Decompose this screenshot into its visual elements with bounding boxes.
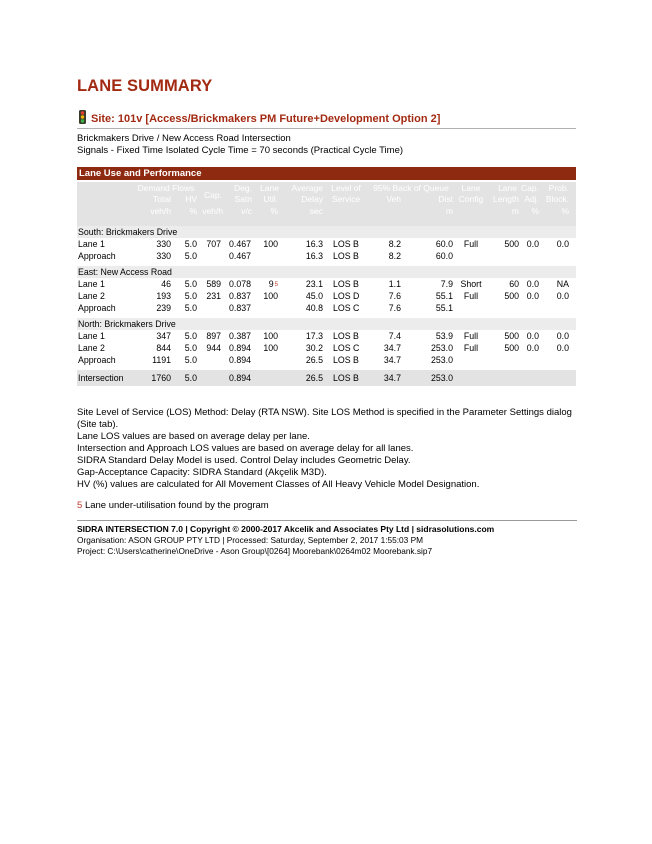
cell-dist bbox=[417, 354, 453, 366]
cell-value: 0.0 bbox=[556, 331, 569, 341]
footnote-mark: 5 bbox=[77, 500, 83, 511]
unit-adj: % bbox=[531, 206, 539, 216]
unit-dist: m bbox=[445, 206, 453, 216]
cell-value: 17.3 bbox=[305, 331, 323, 341]
cell-label bbox=[78, 278, 138, 290]
cell-los bbox=[333, 238, 367, 250]
cell-value: 0.894 bbox=[228, 373, 251, 383]
cell-hv bbox=[171, 342, 197, 354]
cell-config bbox=[454, 342, 488, 354]
table-body bbox=[77, 226, 576, 386]
cell-deg bbox=[221, 354, 251, 366]
cell-hv bbox=[171, 330, 197, 342]
footer-copyright: SIDRA INTERSECTION 7.0 | Copyright © 2000-2017 Akcelik and Associates Pty Ltd | sidrasolutions.com bbox=[77, 524, 495, 534]
cell-value: 34.7 bbox=[383, 355, 401, 365]
cell-value: 7.6 bbox=[388, 303, 401, 313]
cell-value: 0.0 bbox=[526, 239, 539, 249]
cell-util bbox=[253, 238, 278, 250]
note: Intersection and Approach LOS values are based on average delay for all lanes. bbox=[77, 443, 414, 454]
cell-value: 0.0 bbox=[526, 331, 539, 341]
cell-delay bbox=[277, 302, 323, 314]
cell-value: 60 bbox=[509, 279, 519, 289]
cell-dist bbox=[417, 302, 453, 314]
cell-value: NA bbox=[556, 279, 569, 289]
cell-value: 34.7 bbox=[383, 373, 401, 383]
table-row bbox=[77, 342, 576, 354]
cell-cap bbox=[195, 238, 221, 250]
cell-value: Intersection bbox=[78, 373, 124, 383]
cell-value: 0.0 bbox=[526, 291, 539, 301]
cell-value: Short bbox=[460, 279, 482, 289]
cell-los bbox=[333, 354, 367, 366]
cell-value: 707 bbox=[206, 239, 221, 249]
unit-block: % bbox=[561, 206, 569, 216]
cell-value: 1.1 bbox=[388, 279, 401, 289]
header-veh: Veh bbox=[386, 194, 401, 204]
cell-deg bbox=[221, 342, 251, 354]
cell-value: 0.467 bbox=[228, 239, 251, 249]
cell-dist bbox=[417, 330, 453, 342]
cell-value: 844 bbox=[156, 343, 171, 353]
header-back-of-queue: 95% Back of Queue bbox=[373, 183, 449, 193]
cell-delay bbox=[277, 370, 323, 386]
cell-veh bbox=[373, 370, 401, 386]
cell-value: 100 bbox=[263, 343, 278, 353]
cell-value: 5.0 bbox=[184, 291, 197, 301]
cell-value: 0.387 bbox=[228, 331, 251, 341]
cell-length bbox=[485, 342, 519, 354]
cell-value: 40.8 bbox=[305, 303, 323, 313]
cell-util bbox=[253, 278, 278, 291]
cell-value: 7.9 bbox=[440, 279, 453, 289]
cell-deg bbox=[221, 302, 251, 314]
cell-value: Full bbox=[463, 291, 479, 301]
cell-veh bbox=[373, 302, 401, 314]
header-lane-config-1: Lane bbox=[461, 183, 481, 193]
unit-length: m bbox=[511, 206, 519, 216]
page-title: LANE SUMMARY bbox=[77, 77, 213, 95]
footer-organisation: Organisation: ASON GROUP PTY LTD | Processed: Saturday, September 2, 2017 1:55:03 PM bbox=[77, 535, 424, 545]
cell-value: 53.9 bbox=[435, 331, 453, 341]
cell-value: 100 bbox=[263, 331, 278, 341]
cell-value: 500 bbox=[504, 239, 519, 249]
cell-value: 46 bbox=[161, 279, 171, 289]
cell-value: 5.0 bbox=[184, 303, 197, 313]
cell-value: 0.0 bbox=[526, 279, 539, 289]
cell-label bbox=[78, 370, 138, 386]
cell-value: 0.837 bbox=[228, 303, 251, 313]
cell-value: 193 bbox=[156, 291, 171, 301]
cell-length bbox=[485, 278, 519, 290]
cell-length bbox=[485, 330, 519, 342]
cell-value: 5.0 bbox=[184, 373, 197, 383]
header-level-of: Level of bbox=[331, 183, 361, 193]
cell-value: 8.2 bbox=[388, 239, 401, 249]
cell-total bbox=[137, 250, 171, 262]
cell-value: 500 bbox=[504, 343, 519, 353]
cell-value: 231 bbox=[206, 291, 221, 301]
cell-value: 5.0 bbox=[184, 239, 197, 249]
table-row bbox=[77, 302, 576, 314]
cell-delay bbox=[277, 250, 323, 262]
cell-value: 5.0 bbox=[184, 251, 197, 261]
cell-label bbox=[78, 342, 138, 354]
cell-hv bbox=[171, 238, 197, 250]
cell-value: 30.2 bbox=[305, 343, 323, 353]
cell-value: 26.5 bbox=[305, 373, 323, 383]
cell-value: 253.0 bbox=[430, 355, 453, 365]
header-cap-adj-1: Cap. bbox=[521, 183, 539, 193]
footer-project: Project: C:\Users\catherine\OneDrive - Ason Group\[0264] Moorebank\0264m02 Moorebank.sip7 bbox=[77, 546, 433, 556]
signal-description: Signals - Fixed Time Isolated Cycle Time = 70 seconds (Practical Cycle Time) bbox=[77, 145, 404, 156]
table-title: Lane Use and Performance bbox=[77, 167, 576, 180]
cell-value: Approach bbox=[78, 355, 116, 365]
cell-value: LOS B bbox=[333, 331, 359, 341]
table-row bbox=[77, 238, 576, 250]
cell-veh bbox=[373, 342, 401, 354]
table-header bbox=[77, 182, 576, 226]
note: Lane LOS values are based on average delay per lane. bbox=[77, 431, 310, 442]
approach-group-header: South: Brickmakers Drive bbox=[77, 226, 576, 238]
cell-block bbox=[539, 290, 569, 302]
cell-value: 0.0 bbox=[556, 291, 569, 301]
cell-util bbox=[253, 342, 278, 354]
cell-cap bbox=[195, 342, 221, 354]
note: Site Level of Service (LOS) Method: Delay (RTA NSW). Site LOS Method is specified in the Parameter Settings dialog (Site tab). bbox=[77, 407, 572, 430]
unit-cap: veh/h bbox=[202, 206, 223, 216]
footnote bbox=[77, 500, 269, 511]
cell-value: Lane 1 bbox=[78, 331, 105, 341]
cell-value: LOS D bbox=[333, 291, 360, 301]
footer bbox=[77, 520, 577, 557]
cell-adj bbox=[517, 290, 539, 302]
cell-value: 944 bbox=[206, 343, 221, 353]
cell-value: 8.2 bbox=[388, 251, 401, 261]
note: HV (%) values are calculated for All Movement Classes of All Heavy Vehicle Model Designation. bbox=[77, 479, 480, 490]
header-cap: Cap. bbox=[204, 190, 222, 200]
note: SIDRA Standard Delay Model is used. Control Delay includes Geometric Delay. bbox=[77, 455, 411, 466]
header-prob-1: Prob. bbox=[548, 183, 569, 193]
header-delay: Delay bbox=[301, 194, 323, 204]
cell-value: 239 bbox=[156, 303, 171, 313]
header-lane: Lane bbox=[260, 183, 279, 193]
intersection-description: Brickmakers Drive / New Access Road Intersection bbox=[77, 133, 291, 144]
cell-total bbox=[137, 370, 171, 386]
cell-value: 0.467 bbox=[228, 251, 251, 261]
cell-value: 500 bbox=[504, 291, 519, 301]
cell-hv bbox=[171, 278, 197, 290]
cell-label bbox=[78, 302, 138, 314]
cell-adj bbox=[517, 342, 539, 354]
cell-config bbox=[454, 238, 488, 250]
cell-hv bbox=[171, 354, 197, 366]
cell-total bbox=[137, 302, 171, 314]
cell-value: 100 bbox=[263, 291, 278, 301]
table-row bbox=[77, 330, 576, 342]
header-hv: HV bbox=[185, 194, 197, 204]
cell-veh bbox=[373, 354, 401, 366]
cell-hv bbox=[171, 250, 197, 262]
cell-deg bbox=[221, 370, 251, 386]
cell-value: 5.0 bbox=[184, 279, 197, 289]
cell-total bbox=[137, 342, 171, 354]
cell-label bbox=[78, 238, 138, 250]
lane-performance-table bbox=[77, 167, 576, 386]
table-row bbox=[77, 250, 576, 262]
header-block: Block. bbox=[545, 194, 569, 204]
cell-value: 34.7 bbox=[383, 343, 401, 353]
cell-deg bbox=[221, 330, 251, 342]
intersection-row bbox=[77, 370, 576, 386]
cell-value: 5.0 bbox=[184, 343, 197, 353]
cell-value: Full bbox=[463, 331, 479, 341]
cell-total bbox=[137, 330, 171, 342]
cell-total bbox=[137, 354, 171, 366]
unit-satn: v/c bbox=[241, 206, 252, 216]
cell-value: Lane 1 bbox=[78, 239, 105, 249]
cell-deg bbox=[221, 250, 251, 262]
cell-hv bbox=[171, 290, 197, 302]
cell-los bbox=[333, 278, 367, 290]
cell-value: Lane 1 bbox=[78, 279, 105, 289]
cell-total bbox=[137, 290, 171, 302]
cell-value: 100 bbox=[263, 239, 278, 249]
cell-hv bbox=[171, 302, 197, 314]
cell-total bbox=[137, 278, 171, 290]
cell-value: 55.1 bbox=[435, 291, 453, 301]
header-average: Average bbox=[291, 183, 323, 193]
cell-delay bbox=[277, 238, 323, 250]
cell-value: 9 bbox=[268, 279, 274, 289]
header-adj: Adj. bbox=[524, 194, 539, 204]
cell-value: 1760 bbox=[151, 373, 171, 383]
header-deg: Deg. bbox=[234, 183, 252, 193]
cell-value: 7.4 bbox=[388, 331, 401, 341]
cell-value: 0.0 bbox=[556, 343, 569, 353]
cell-block bbox=[539, 238, 569, 250]
cell-value: 500 bbox=[504, 331, 519, 341]
cell-deg bbox=[221, 238, 251, 250]
cell-value: Lane 2 bbox=[78, 343, 105, 353]
cell-value: 5.0 bbox=[184, 355, 197, 365]
cell-value: 16.3 bbox=[305, 251, 323, 261]
cell-deg bbox=[221, 290, 251, 302]
cell-dist bbox=[417, 342, 453, 354]
site-title: Site: 101v [Access/Brickmakers PM Future+Development Option 2] bbox=[91, 113, 441, 125]
cell-value: LOS C bbox=[333, 303, 360, 313]
cell-veh bbox=[373, 278, 401, 290]
footnote-text: Lane under-utilisation found by the program bbox=[84, 500, 269, 511]
cell-value: 0.0 bbox=[526, 343, 539, 353]
cell-delay bbox=[277, 342, 323, 354]
cell-value: 16.3 bbox=[305, 239, 323, 249]
cell-adj bbox=[517, 330, 539, 342]
table-row bbox=[77, 290, 576, 302]
site-header bbox=[77, 110, 576, 129]
cell-cap bbox=[195, 330, 221, 342]
cell-config bbox=[454, 330, 488, 342]
cell-value: 0.078 bbox=[228, 279, 251, 289]
cell-los bbox=[333, 330, 367, 342]
cell-value: 0.837 bbox=[228, 291, 251, 301]
header-satn: Satn bbox=[234, 194, 252, 204]
cell-block bbox=[539, 342, 569, 354]
cell-delay bbox=[277, 354, 323, 366]
cell-adj bbox=[517, 238, 539, 250]
cell-adj bbox=[517, 278, 539, 290]
cell-length bbox=[485, 290, 519, 302]
cell-dist bbox=[417, 370, 453, 386]
cell-dist bbox=[417, 290, 453, 302]
unit-hv: % bbox=[189, 206, 197, 216]
cell-cap bbox=[195, 278, 221, 290]
cell-value: 7.6 bbox=[388, 291, 401, 301]
cell-block bbox=[539, 278, 569, 290]
cell-value: 0.0 bbox=[556, 239, 569, 249]
cell-deg bbox=[221, 278, 251, 290]
cell-value: 60.0 bbox=[435, 239, 453, 249]
cell-label bbox=[78, 330, 138, 342]
cell-los bbox=[333, 342, 367, 354]
cell-value: 0.894 bbox=[228, 355, 251, 365]
cell-value: LOS B bbox=[333, 239, 359, 249]
cell-label bbox=[78, 290, 138, 302]
cell-value: 45.0 bbox=[305, 291, 323, 301]
cell-value: 0.894 bbox=[228, 343, 251, 353]
traffic-signal-icon bbox=[79, 110, 86, 124]
cell-los bbox=[333, 250, 367, 262]
header-service: Service bbox=[331, 194, 361, 204]
cell-value: LOS B bbox=[333, 251, 359, 261]
table-row bbox=[77, 354, 576, 366]
cell-value: Full bbox=[463, 343, 479, 353]
cell-los bbox=[333, 370, 367, 386]
cell-los bbox=[333, 290, 367, 302]
header-total: Total bbox=[153, 194, 171, 204]
cell-value: 55.1 bbox=[435, 303, 453, 313]
cell-value: 26.5 bbox=[305, 355, 323, 365]
cell-value: LOS B bbox=[333, 373, 359, 383]
cell-hv bbox=[171, 370, 197, 386]
header-demand-flows: Demand Flows bbox=[137, 183, 195, 193]
header-config: Config bbox=[458, 194, 484, 204]
cell-value: 253.0 bbox=[430, 343, 453, 353]
cell-total bbox=[137, 238, 171, 250]
cell-delay bbox=[277, 290, 323, 302]
cell-delay bbox=[274, 278, 323, 290]
header-util: Util. bbox=[263, 194, 278, 204]
table-row bbox=[77, 278, 576, 290]
cell-delay bbox=[277, 330, 323, 342]
cell-value: 5.0 bbox=[184, 331, 197, 341]
cell-dist bbox=[417, 238, 453, 250]
unit-total: veh/h bbox=[150, 206, 171, 216]
cell-los bbox=[333, 302, 367, 314]
cell-value: 253.0 bbox=[430, 373, 453, 383]
cell-value: 23.1 bbox=[305, 279, 323, 289]
cell-block bbox=[539, 330, 569, 342]
cell-length bbox=[485, 238, 519, 250]
cell-veh bbox=[373, 250, 401, 262]
cell-veh bbox=[373, 290, 401, 302]
cell-config bbox=[454, 278, 488, 290]
cell-value: 330 bbox=[156, 251, 171, 261]
header-length: Length bbox=[493, 194, 519, 204]
header-dist: Dist bbox=[438, 194, 453, 204]
cell-cap bbox=[195, 290, 221, 302]
unit-util: % bbox=[270, 206, 278, 216]
cell-value: 589 bbox=[206, 279, 221, 289]
cell-value: LOS B bbox=[333, 279, 359, 289]
cell-label bbox=[78, 354, 138, 366]
cell-value: 897 bbox=[206, 331, 221, 341]
cell-value: LOS B bbox=[333, 355, 359, 365]
notes bbox=[77, 407, 577, 491]
unit-delay: sec bbox=[309, 206, 323, 216]
cell-util bbox=[253, 290, 278, 302]
cell-config bbox=[454, 290, 488, 302]
header-lane-length-1: Lane bbox=[498, 183, 517, 193]
cell-value: Approach bbox=[78, 303, 116, 313]
note: Gap-Acceptance Capacity: SIDRA Standard (Akçelik M3D). bbox=[77, 467, 327, 478]
approach-group-header: North: Brickmakers Drive bbox=[77, 318, 576, 330]
cell-value: Approach bbox=[78, 251, 116, 261]
cell-value: Lane 2 bbox=[78, 291, 105, 301]
cell-util bbox=[253, 330, 278, 342]
cell-value: 60.0 bbox=[435, 251, 453, 261]
cell-dist bbox=[417, 250, 453, 262]
underutilisation-mark: 5 bbox=[274, 281, 278, 288]
cell-value: 1191 bbox=[152, 355, 171, 365]
cell-dist bbox=[417, 278, 453, 290]
approach-group-header: East: New Access Road bbox=[77, 266, 576, 278]
cell-label bbox=[78, 250, 138, 262]
cell-value: 330 bbox=[156, 239, 171, 249]
cell-value: LOS C bbox=[333, 343, 360, 353]
cell-veh bbox=[373, 330, 401, 342]
cell-value: Full bbox=[463, 239, 479, 249]
cell-veh bbox=[373, 238, 401, 250]
cell-value: 347 bbox=[156, 331, 171, 341]
